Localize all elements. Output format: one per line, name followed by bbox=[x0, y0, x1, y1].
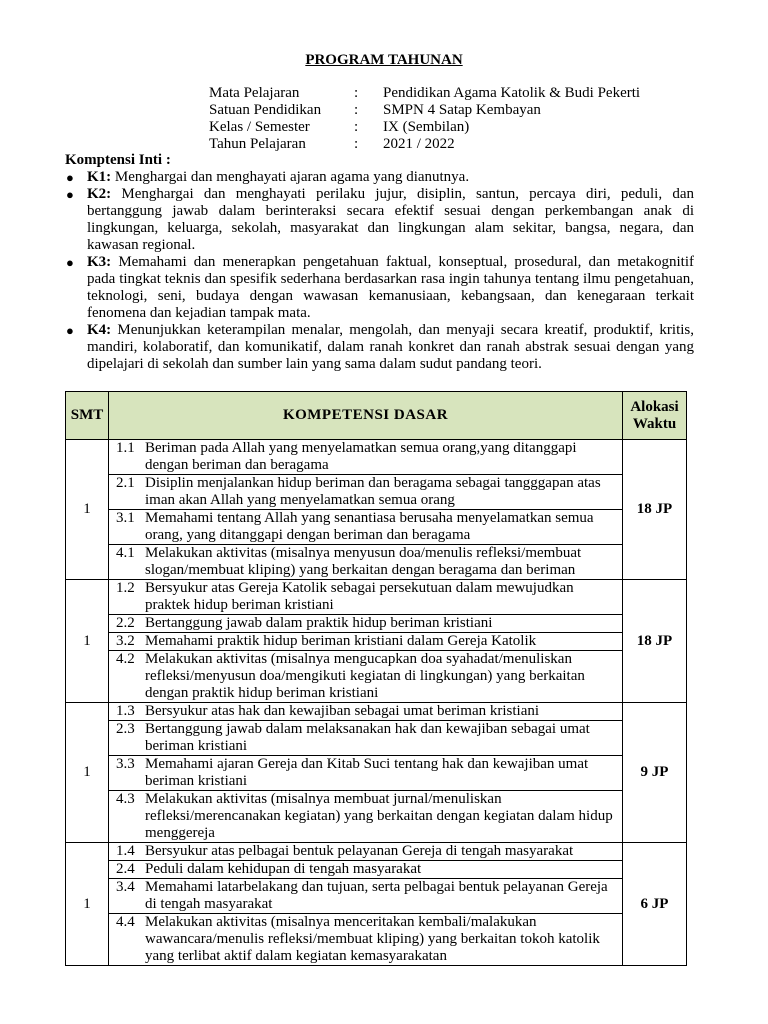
table-row bbox=[66, 756, 687, 791]
kd-number: 4.3 bbox=[116, 791, 135, 807]
kompetensi-dasar-table bbox=[65, 391, 687, 966]
kd-cell bbox=[109, 615, 623, 633]
kd-cell bbox=[109, 843, 623, 861]
kd-text: Peduli dalam kehidupan di tengah masyarakat bbox=[145, 861, 422, 877]
kd-text: Bersyukur atas Gereja Katolik sebagai persekutuan dalam mewujudkan praktek hidup beriman kristiani bbox=[145, 580, 574, 613]
meta-row-subject bbox=[209, 85, 640, 102]
smt-cell: 1 bbox=[66, 580, 109, 703]
kd-cell bbox=[109, 580, 623, 615]
kd-number: 4.1 bbox=[116, 545, 135, 561]
table-row bbox=[66, 843, 687, 861]
meta-separator: : bbox=[354, 136, 359, 152]
ki-code: K3: bbox=[87, 254, 112, 270]
table-row bbox=[66, 791, 687, 843]
alokasi-cell: 18 JP bbox=[623, 440, 687, 580]
kd-number: 2.4 bbox=[116, 861, 135, 877]
kd-cell bbox=[109, 510, 623, 545]
kd-number: 1.3 bbox=[116, 703, 135, 719]
meta-row-year bbox=[209, 136, 640, 153]
kd-cell bbox=[109, 633, 623, 651]
kd-cell bbox=[109, 475, 623, 510]
meta-value: 2021 / 2022 bbox=[383, 136, 455, 152]
kd-number: 2.2 bbox=[116, 615, 135, 631]
table-row bbox=[66, 580, 687, 615]
table-row bbox=[66, 879, 687, 914]
header-alokasi-line2: Waktu bbox=[632, 415, 677, 432]
ki-text: Menghargai dan menghayati perilaku jujur, disiplin, santun, percaya diri, peduli, dan bertanggung jawab dalam berinteraksi secara efektif sesuai dengan perkembangan anak di lingkungan, keluarga, sekolah, masyarakat dan lingkungan alam sekitar, bangsa, negara, dan kawasan regional. bbox=[87, 186, 694, 253]
kd-cell bbox=[109, 861, 623, 879]
meta-label: Satuan Pendidikan bbox=[209, 102, 322, 118]
table-row bbox=[66, 545, 687, 580]
kd-number: 3.4 bbox=[116, 879, 135, 895]
table-row bbox=[66, 651, 687, 703]
ki-item-k1 bbox=[65, 169, 694, 186]
kd-number: 2.1 bbox=[116, 475, 135, 491]
bullet-icon: ● bbox=[66, 255, 74, 270]
kd-cell bbox=[109, 791, 623, 843]
alokasi-cell: 18 JP bbox=[623, 580, 687, 703]
document-title: PROGRAM TAHUNAN bbox=[305, 52, 463, 68]
header-alokasi-waktu bbox=[623, 392, 687, 440]
kd-text: Memahami praktik hidup beriman kristiani dalam Gereja Katolik bbox=[145, 633, 537, 649]
kd-number: 3.2 bbox=[116, 633, 135, 649]
kd-text: Melakukan aktivitas (misalnya mengucapkan doa syahadat/menuliskan refleksi/menyusun doa/mengikuti kegiatan di lingkungan) yang berkaitan dengan praktik hidup beriman kristiani bbox=[145, 651, 585, 701]
smt-cell: 1 bbox=[66, 703, 109, 843]
kd-number: 3.1 bbox=[116, 510, 135, 526]
ki-item-k2 bbox=[65, 186, 694, 254]
meta-separator: : bbox=[354, 85, 359, 101]
kd-number: 2.3 bbox=[116, 721, 135, 737]
table-header-row bbox=[66, 392, 687, 440]
table-row bbox=[66, 703, 687, 721]
ki-item-k3 bbox=[65, 254, 694, 322]
kd-text: Bertanggung jawab dalam praktik hidup beriman kristiani bbox=[145, 615, 493, 631]
kd-cell bbox=[109, 721, 623, 756]
meta-separator: : bbox=[354, 102, 359, 118]
ki-code: K1: bbox=[87, 169, 112, 185]
table-row bbox=[66, 615, 687, 633]
meta-label: Kelas / Semester bbox=[209, 119, 310, 135]
bullet-icon: ● bbox=[66, 187, 74, 202]
kd-cell bbox=[109, 703, 623, 721]
smt-cell: 1 bbox=[66, 843, 109, 966]
meta-value: IX (Sembilan) bbox=[383, 119, 470, 135]
meta-value: Pendidikan Agama Katolik & Budi Pekerti bbox=[383, 85, 641, 101]
kd-text: Memahami ajaran Gereja dan Kitab Suci tentang hak dan kewajiban umat beriman kristiani bbox=[145, 756, 589, 789]
kd-number: 4.4 bbox=[116, 914, 135, 930]
smt-cell: 1 bbox=[66, 440, 109, 580]
kd-cell bbox=[109, 545, 623, 580]
table-row bbox=[66, 861, 687, 879]
table-row bbox=[66, 721, 687, 756]
meta-value: SMPN 4 Satap Kembayan bbox=[383, 102, 541, 118]
header-kompetensi-dasar: KOMPETENSI DASAR bbox=[109, 392, 623, 440]
ki-text: Memahami dan menerapkan pengetahuan faktual, konseptual, prosedural, dan metakognitif pada tingkat teknis dan spesifik sederhana berdasarkan rasa ingin tahunya tentang ilmu pengetahuan, teknologi, seni, budaya dengan wawasan kemanusiaan, kebangsaan, dan kenegaraan terkait fenomena dan kejadian tampak mata. bbox=[87, 254, 694, 321]
alokasi-cell: 9 JP bbox=[623, 703, 687, 843]
kd-number: 1.1 bbox=[116, 440, 135, 456]
kd-text: Melakukan aktivitas (misalnya membuat jurnal/menuliskan refleksi/merencanakan kegiatan) yang berkaitan dengan kegiatan dalam hidup menggereja bbox=[145, 791, 613, 841]
kompetensi-inti-heading: Komptensi Inti : bbox=[65, 152, 171, 168]
kd-text: Beriman pada Allah yang menyelamatkan semua orang,yang ditanggapi dengan beriman dan beragama bbox=[145, 440, 577, 473]
kd-text: Melakukan aktivitas (misalnya menyusun doa/menulis refleksi/membuat slogan/membuat kliping) yang berkaitan dengan beragama dan beriman bbox=[145, 545, 582, 578]
kd-cell bbox=[109, 651, 623, 703]
header-smt: SMT bbox=[66, 392, 109, 440]
kd-number: 1.4 bbox=[116, 843, 135, 859]
table-row bbox=[66, 633, 687, 651]
bullet-icon: ● bbox=[66, 170, 74, 185]
kd-cell bbox=[109, 756, 623, 791]
ki-code: K2: bbox=[87, 186, 112, 202]
alokasi-cell: 6 JP bbox=[623, 843, 687, 966]
kompetensi-inti-section bbox=[65, 152, 694, 373]
kd-text: Memahami tentang Allah yang senantiasa berusaha menyelamatkan semua orang, yang ditanggapi dengan beriman dan beragama bbox=[145, 510, 594, 543]
kd-text: Memahami latarbelakang dan tujuan, serta pelbagai bentuk pelayanan Gereja di tengah masyarakat bbox=[145, 879, 608, 912]
kd-text: Disiplin menjalankan hidup beriman dan beragama sebagai tangggapan atas iman akan Allah yang menyelamatkan semua orang bbox=[145, 475, 601, 508]
meta-label: Tahun Pelajaran bbox=[209, 136, 306, 152]
kd-text: Bersyukur atas hak dan kewajiban sebagai umat beriman kristiani bbox=[145, 703, 540, 719]
table-row bbox=[66, 914, 687, 966]
table-row bbox=[66, 510, 687, 545]
ki-text: Menghargai dan menghayati ajaran agama yang dianutnya. bbox=[114, 169, 470, 185]
kd-text: Melakukan aktivitas (misalnya menceritakan kembali/malakukan wawancara/menulis refleksi/membuat kliping) yang berkaitan tokoh katolik yang terlibat aktif dalam kegiatan kemasyarakatan bbox=[145, 914, 600, 964]
ki-text: Menunjukkan keterampilan menalar, mengolah, dan menyaji secara kreatif, produktif, kritis, mandiri, kolaboratif, dan komunikatif, dalam ranah konkret dan ranah abstrak sesuai dengan yang dipelajari di sekolah dan sumber lain yang sama dalam sudut pandang teori. bbox=[87, 322, 695, 372]
table-row bbox=[66, 440, 687, 475]
meta-row-class bbox=[209, 119, 640, 136]
ki-code: K4: bbox=[87, 322, 112, 338]
kd-number: 3.3 bbox=[116, 756, 135, 772]
kd-cell bbox=[109, 914, 623, 966]
kd-number: 1.2 bbox=[116, 580, 135, 596]
header-alokasi-line1: Alokasi bbox=[630, 398, 679, 415]
ki-item-k4 bbox=[65, 322, 694, 373]
document-meta bbox=[209, 85, 640, 153]
kd-text: Bersyukur atas pelbagai bentuk pelayanan Gereja di tengah masyarakat bbox=[145, 843, 574, 859]
meta-separator: : bbox=[354, 119, 359, 135]
kd-number: 4.2 bbox=[116, 651, 135, 667]
kd-text: Bertanggung jawab dalam melaksanakan hak dan kewajiban sebagai umat beriman kristiani bbox=[145, 721, 590, 754]
meta-row-school bbox=[209, 102, 640, 119]
bullet-icon: ● bbox=[66, 323, 74, 338]
table-row bbox=[66, 475, 687, 510]
kd-cell bbox=[109, 879, 623, 914]
meta-label: Mata Pelajaran bbox=[209, 85, 300, 101]
kd-cell bbox=[109, 440, 623, 475]
